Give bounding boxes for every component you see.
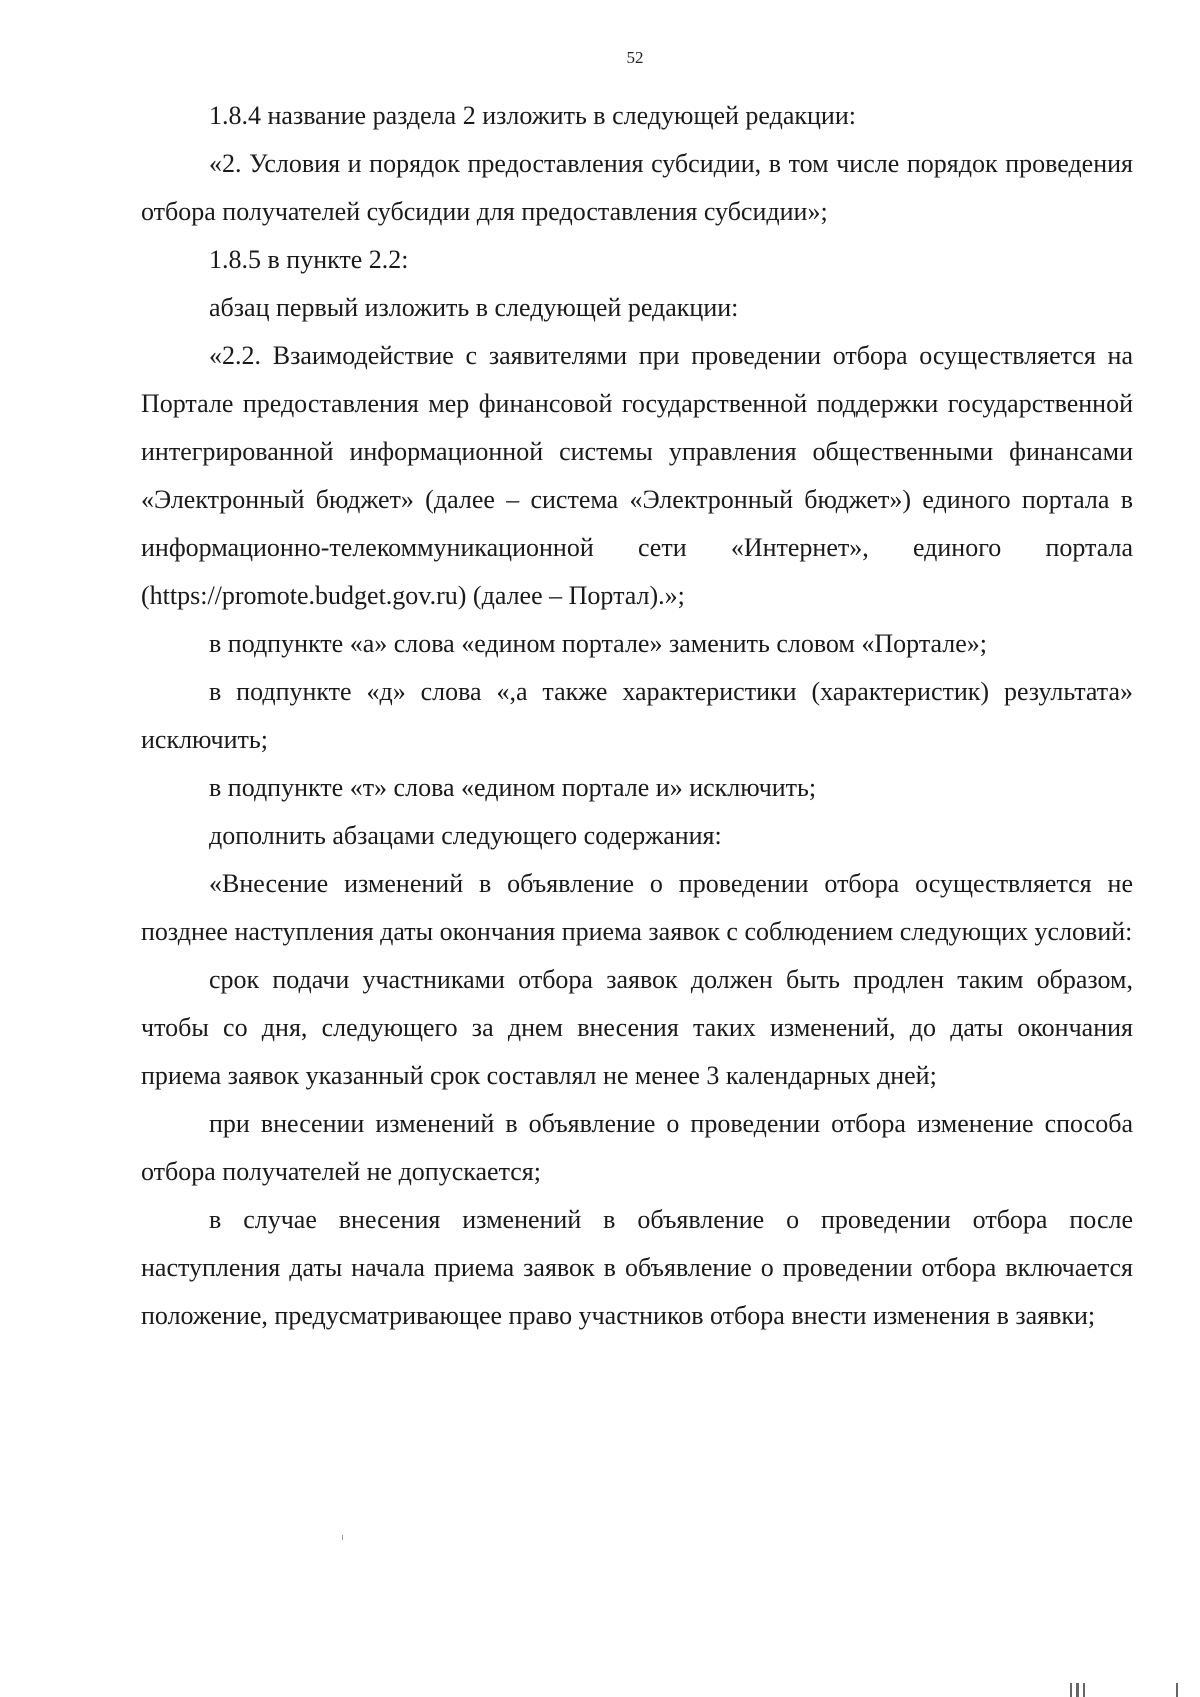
scan-edge-mark bbox=[1070, 1683, 1072, 1697]
paragraph-section-title-change: 1.8.4 название раздела 2 изложить в следующей редакции: bbox=[209, 101, 856, 130]
paragraph-subclause-a: в подпункте «а» слова «едином портале» заменить словом «Портале»; bbox=[209, 629, 988, 658]
scan-edge-mark bbox=[1076, 1683, 1079, 1697]
paragraph-new-section-title: «2. Условия и порядок предоставления субсидии, в том числе порядок проведения отбора получателей субсидии для предоставления субсидии»; bbox=[141, 149, 1133, 226]
paragraph-clause-2-2-intro: 1.8.5 в пункте 2.2: bbox=[209, 245, 409, 274]
paragraph-method-change: при внесении изменений в объявление о проведении отбора изменение способа отбора получателей не допускается; bbox=[141, 1109, 1133, 1186]
paragraph-first-abzac: абзац первый изложить в следующей редакции: bbox=[209, 293, 739, 322]
paragraph-deadline-extension: срок подачи участниками отбора заявок должен быть продлен таким образом, чтобы со дня, следующего за днем внесения таких изменений, до даты окончания приема заявок указанный срок составлял не менее 3 календарных дней; bbox=[141, 965, 1133, 1090]
paragraph-subclause-d: в подпункте «д» слова «,а также характеристики (характеристик) результата» исключить; bbox=[141, 677, 1133, 754]
page-number: 52 bbox=[626, 48, 644, 67]
document-body bbox=[141, 92, 1133, 1340]
paragraph-amendment-rules: «Внесение изменений в объявление о проведении отбора осуществляется не позднее наступления даты окончания приема заявок с соблюдением следующих условий: bbox=[141, 869, 1133, 946]
scan-dot bbox=[342, 1535, 343, 1540]
paragraph-application-changes: в случае внесения изменений в объявление о проведении отбора после наступления даты начала приема заявок в объявление о проведении отбора включается положение, предусматривающее право участников отбора внести изменения в заявки; bbox=[141, 1205, 1133, 1330]
paragraph-clause-2-2-text: «2.2. Взаимодействие с заявителями при проведении отбора осуществляется на Портале предоставления мер финансовой государственной поддержки государственной интегрированной информационной системы управления общественными финансами «Электронный бюджет» (далее – система «Электронный бюджет») единого портала в информационно-телекоммуникационной сети «Интернет», единого портала (https://promote.budget.gov.ru) (далее – Портал).»; bbox=[141, 341, 1133, 610]
scan-edge-mark bbox=[1176, 1683, 1178, 1697]
paragraph-supplement-intro: дополнить абзацами следующего содержания: bbox=[209, 821, 722, 850]
paragraph-subclause-t: в подпункте «т» слова «едином портале и» исключить; bbox=[209, 773, 817, 802]
scan-edge-mark bbox=[1083, 1683, 1085, 1697]
